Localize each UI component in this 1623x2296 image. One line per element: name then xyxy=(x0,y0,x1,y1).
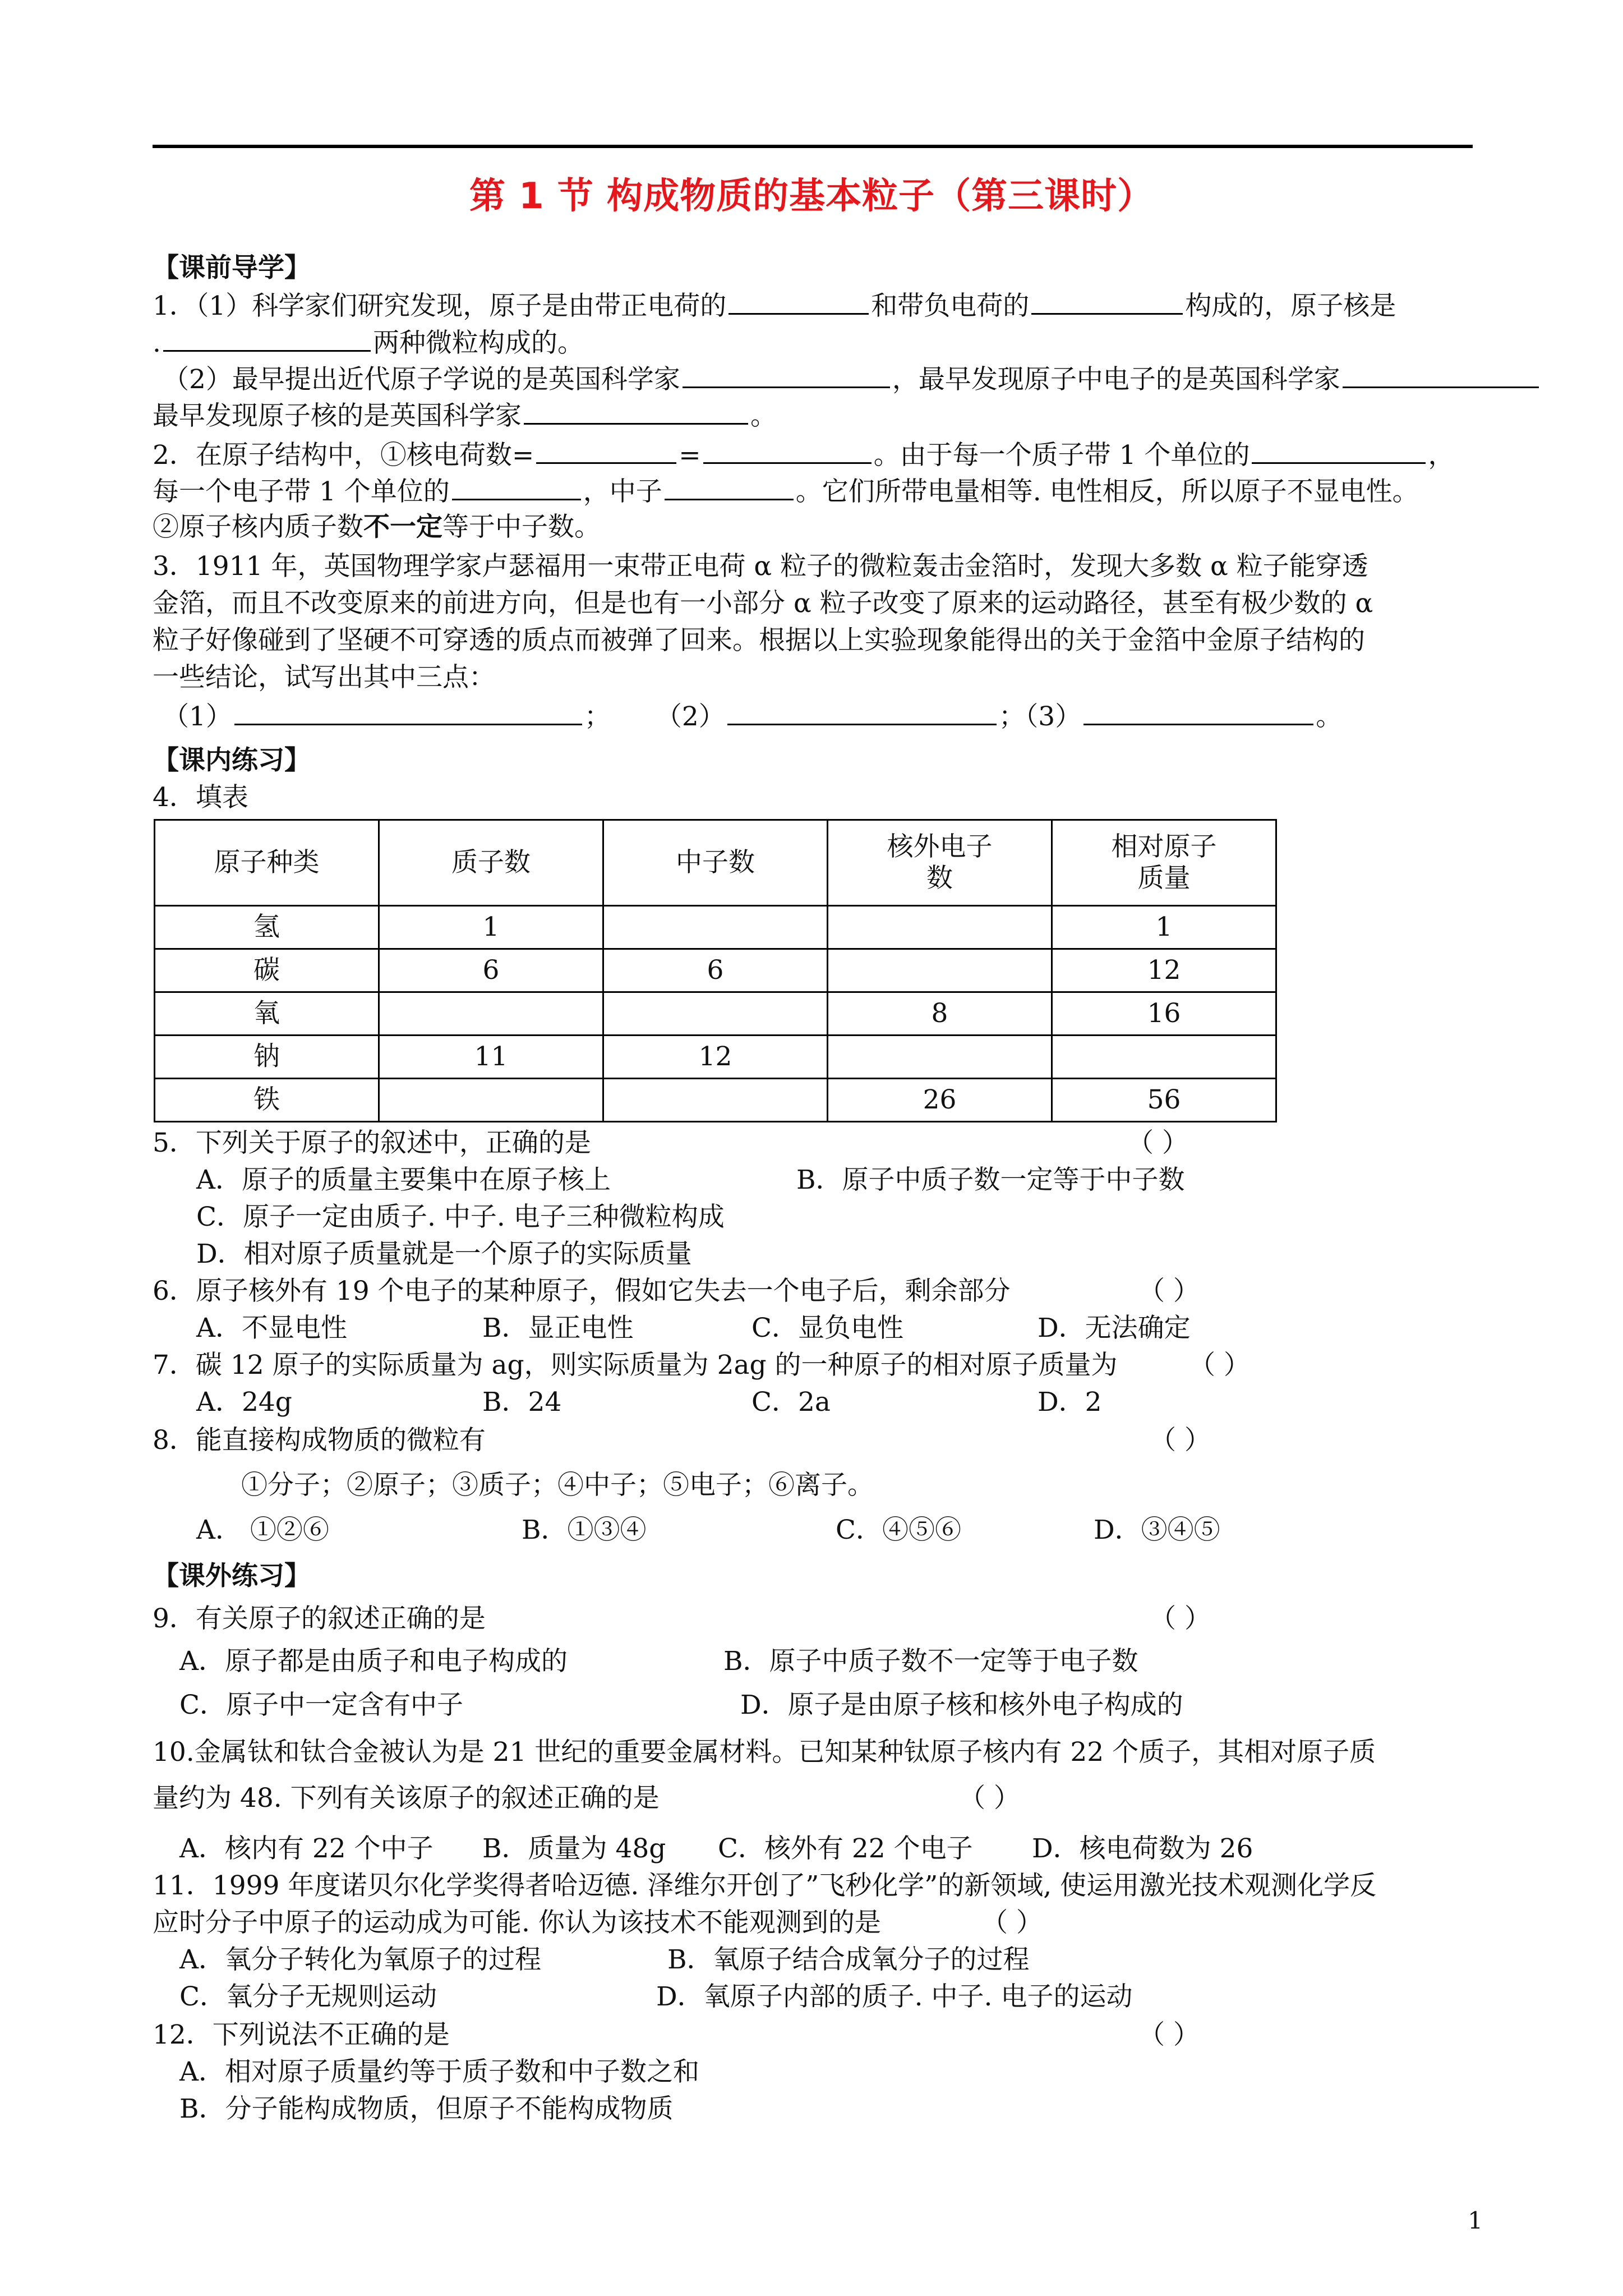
q11-option-d[interactable]: D．氧原子内部的质子. 中子. 电子的运动 xyxy=(656,1981,1133,2012)
table-cell: 6 xyxy=(379,949,603,992)
q12-option-b[interactable]: B．分子能构成物质，但原子不能构成物质 xyxy=(179,2093,674,2124)
blank[interactable] xyxy=(1083,699,1313,725)
blank[interactable] xyxy=(703,438,872,464)
blank[interactable] xyxy=(683,362,890,388)
q10-line2: 量约为 48. 下列有关该原子的叙述正确的是 xyxy=(153,1783,660,1814)
blank[interactable] xyxy=(1343,362,1539,388)
table-header-cell: 原子种类 xyxy=(155,820,379,906)
q5-option-b[interactable]: B．原子中质子数一定等于中子数 xyxy=(796,1165,1185,1195)
q6-option-c[interactable]: C．显负电性 xyxy=(751,1313,903,1343)
header-rule xyxy=(153,145,1473,148)
answer-paren[interactable]: （ ） xyxy=(1138,2019,1200,2050)
q8-option-c[interactable]: C．④⑤⑥ xyxy=(836,1515,961,1545)
answer-paren[interactable]: （ ） xyxy=(1189,1350,1250,1381)
q5-option-a[interactable]: A．原子的质量主要集中在原子核上 xyxy=(196,1165,611,1195)
q11-option-c[interactable]: C．氧分子无规则运动 xyxy=(179,1981,437,2012)
q2-line3: ②原子核内质子数不一定等于中子数。 xyxy=(153,512,601,542)
page-number: 1 xyxy=(1468,2207,1483,2234)
q6-option-d[interactable]: D．无法确定 xyxy=(1038,1313,1191,1343)
table-header-cell: 相对原子 质量 xyxy=(1052,820,1276,906)
blank[interactable] xyxy=(234,699,582,725)
table-cell: 钠 xyxy=(155,1036,379,1079)
blank[interactable] xyxy=(536,438,676,464)
answer-paren[interactable]: （ ） xyxy=(1127,1128,1188,1158)
q7-option-a[interactable]: A．24g xyxy=(196,1387,292,1418)
q1-line1: 1．（1）科学家们研究发现，原子是由带正电荷的 和带负电荷的 构成的，原子核是 xyxy=(153,288,1396,323)
q5-option-c[interactable]: C．原子一定由质子. 中子. 电子三种微粒构成 xyxy=(196,1202,725,1232)
q5-option-d[interactable]: D．相对原子质量就是一个原子的实际质量 xyxy=(196,1239,692,1269)
q8-option-a[interactable]: A． ①②⑥ xyxy=(196,1515,329,1545)
q6-option-a[interactable]: A．不显电性 xyxy=(196,1313,347,1343)
table-cell: 26 xyxy=(828,1079,1052,1122)
q10-line1: 10.金属钛和钛合金被认为是 21 世纪的重要金属材料。已知某种钛原子核内有 22 个质子，其相对原子质 xyxy=(153,1737,1376,1768)
q8-option-d[interactable]: D．③④⑤ xyxy=(1094,1515,1220,1545)
answer-paren[interactable]: （ ） xyxy=(959,1783,1020,1814)
table-cell[interactable] xyxy=(379,992,603,1036)
q8-stem: 8．能直接构成物质的微粒有 xyxy=(153,1425,486,1456)
table-cell[interactable] xyxy=(1052,1036,1276,1079)
q9-stem: 9．有关原子的叙述正确的是 xyxy=(153,1603,486,1634)
q3-line1: 3．1911 年，英国物理学家卢瑟福用一束带正电荷 α 粒子的微粒轰击金箔时，发现大多数 α 粒子能穿透 xyxy=(153,551,1368,582)
answer-paren[interactable]: （ ） xyxy=(981,1907,1043,1938)
q8-option-b[interactable]: B．①③④ xyxy=(522,1515,647,1545)
table-cell: 铁 xyxy=(155,1079,379,1122)
section-after-class: 【课外练习】 xyxy=(153,1561,311,1591)
page-title: 第 1 节 构成物质的基本粒子（第三课时） xyxy=(469,176,1154,217)
q11-option-b[interactable]: B．氧原子结合成氧分子的过程 xyxy=(667,1944,1030,1975)
q5-stem: 5．下列关于原子的叙述中，正确的是 xyxy=(153,1128,591,1158)
q9-option-b[interactable]: B．原子中质子数不一定等于电子数 xyxy=(723,1646,1138,1677)
blank[interactable] xyxy=(452,474,581,500)
q7-option-c[interactable]: C．2a xyxy=(751,1387,831,1418)
section-in-class: 【课内练习】 xyxy=(153,745,311,776)
q11-line2: 应时分子中原子的运动成为可能. 你认为该技术不能观测到的是 xyxy=(153,1907,881,1938)
table-row xyxy=(155,949,1276,992)
q7-option-b[interactable]: B．24 xyxy=(482,1387,562,1418)
table-cell: 56 xyxy=(1052,1079,1276,1122)
answer-paren[interactable]: （ ） xyxy=(1138,1276,1200,1306)
blank[interactable] xyxy=(1252,438,1426,464)
q11-line1: 11．1999 年度诺贝尔化学奖得者哈迈德. 泽维尔开创了”飞秒化学”的新领域, 使运用激光技术观测化学反 xyxy=(153,1870,1377,1901)
table-cell[interactable] xyxy=(379,1079,603,1122)
table-row xyxy=(155,906,1276,949)
table-cell: 12 xyxy=(603,1036,828,1079)
q11-option-a[interactable]: A．氧分子转化为氧原子的过程 xyxy=(179,1944,541,1975)
answer-paren[interactable]: （ ） xyxy=(1150,1603,1211,1634)
atom-table xyxy=(154,819,1277,1122)
table-header-row xyxy=(155,820,1276,906)
q2-line1: 2．在原子结构中，①核电荷数= = 。由于每一个质子带 1 个单位的 ， xyxy=(153,438,1454,472)
table-cell: 1 xyxy=(379,906,603,949)
q10-option-a[interactable]: A．核内有 22 个中子 xyxy=(179,1833,434,1864)
table-header-cell: 核外电子 数 xyxy=(828,820,1052,906)
table-cell: 氧 xyxy=(155,992,379,1036)
q3-answers: （1） ； （2） ；（3） 。 xyxy=(163,699,1342,734)
table-cell: 氢 xyxy=(155,906,379,949)
q9-option-d[interactable]: D．原子是由原子核和核外电子构成的 xyxy=(740,1690,1183,1720)
table-row xyxy=(155,992,1276,1036)
blank[interactable] xyxy=(524,398,748,425)
table-cell: 12 xyxy=(1052,949,1276,992)
q6-option-b[interactable]: B．显正电性 xyxy=(482,1313,634,1343)
section-pre-class: 【课前导学】 xyxy=(153,252,311,283)
q3-line4: 一些结论，试写出其中三点： xyxy=(153,662,495,693)
q1-line3: （2）最早提出近代原子学说的是英国科学家 ，最早发现原子中电子的是英国科学家 xyxy=(163,362,1541,397)
table-header-cell: 质子数 xyxy=(379,820,603,906)
table-cell[interactable] xyxy=(603,1079,828,1122)
table-cell: 8 xyxy=(828,992,1052,1036)
table-cell[interactable] xyxy=(603,906,828,949)
table-header-cell: 中子数 xyxy=(603,820,828,906)
table-cell: 16 xyxy=(1052,992,1276,1036)
blank[interactable] xyxy=(728,288,869,315)
table-cell: 碳 xyxy=(155,949,379,992)
table-cell: 1 xyxy=(1052,906,1276,949)
q6-stem: 6．原子核外有 19 个电子的某种原子，假如它失去一个电子后，剩余部分 xyxy=(153,1276,1011,1306)
blank[interactable] xyxy=(727,699,997,725)
q1-line2: . 两种微粒构成的。 xyxy=(153,325,584,360)
table-cell[interactable] xyxy=(603,992,828,1036)
q10-option-c[interactable]: C．核外有 22 个电子 xyxy=(718,1833,973,1864)
q10-option-d[interactable]: D．核电荷数为 26 xyxy=(1032,1833,1253,1864)
q4-label: 4．填表 xyxy=(153,782,248,813)
blank[interactable] xyxy=(665,474,794,500)
table-cell[interactable] xyxy=(828,949,1052,992)
q1-line4: 最早发现原子核的是英国科学家 。 xyxy=(153,398,777,433)
q2-line2: 每一个电子带 1 个单位的 ，中子 。它们所带电量相等. 电性相反，所以原子不显电性。 xyxy=(153,474,1419,509)
table-cell: 6 xyxy=(603,949,828,992)
q12-stem: 12．下列说法不正确的是 xyxy=(153,2019,450,2050)
q12-option-a[interactable]: A．相对原子质量约等于质子数和中子数之和 xyxy=(179,2056,699,2087)
q9-option-a[interactable]: A．原子都是由质子和电子构成的 xyxy=(179,1646,568,1677)
blank[interactable] xyxy=(1031,288,1183,315)
table-cell[interactable] xyxy=(828,1036,1052,1079)
q8-choices: ①分子；②原子；③质子；④中子；⑤电子；⑥离子。 xyxy=(241,1470,874,1501)
table-row xyxy=(155,1036,1276,1079)
table-row xyxy=(155,1079,1276,1122)
q9-option-c[interactable]: C．原子中一定含有中子 xyxy=(179,1690,463,1720)
table-cell[interactable] xyxy=(828,906,1052,949)
q3-line3: 粒子好像碰到了坚硬不可穿透的质点而被弹了回来。根据以上实验现象能得出的关于金箔中金原子结构的 xyxy=(153,625,1365,656)
q3-line2: 金箔，而且不改变原来的前进方向，但是也有一小部分 α 粒子改变了原来的运动路径，甚至有极少数的 α xyxy=(153,588,1373,619)
q10-option-b[interactable]: B．质量为 48g xyxy=(482,1833,666,1864)
q7-option-d[interactable]: D．2 xyxy=(1038,1387,1102,1418)
blank[interactable] xyxy=(163,325,371,352)
table-cell: 11 xyxy=(379,1036,603,1079)
answer-paren[interactable]: （ ） xyxy=(1150,1425,1211,1456)
q7-stem: 7．碳 12 原子的实际质量为 ag，则实际质量为 2ag 的一种原子的相对原子质量为 xyxy=(153,1350,1118,1381)
